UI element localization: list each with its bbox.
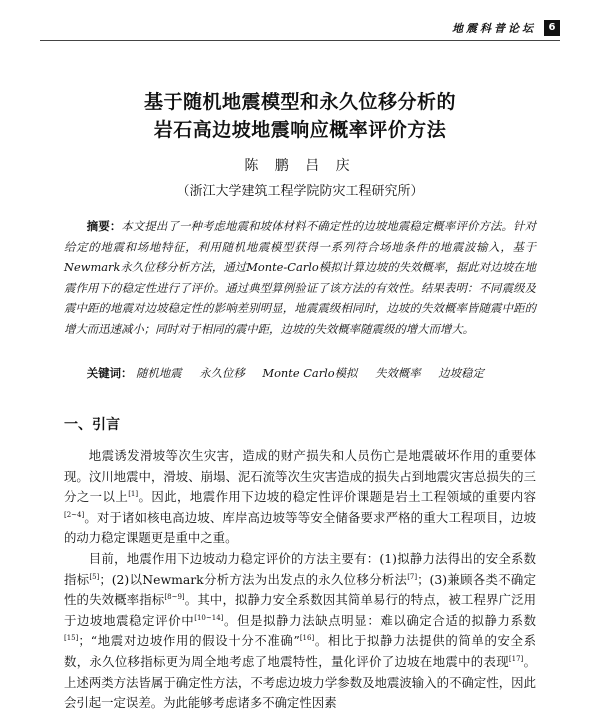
keywords	[64, 363, 536, 383]
text-run: ；(2)以Newmark分析方法为出发点的永久位移分析法	[99, 571, 408, 587]
body-text	[64, 446, 536, 714]
citation: [16]	[299, 634, 315, 643]
text-run: 。其中，拟静力安全系数因其简单易行的特点，被工程界广泛用于边坡地震稳定评价中	[64, 592, 537, 628]
citation: [1]	[128, 490, 139, 499]
running-header	[452, 18, 560, 38]
page-mark: 6	[544, 20, 560, 36]
citation: [5]	[89, 572, 100, 581]
citation: [8~9]	[164, 593, 185, 602]
citation: [17]	[508, 654, 524, 663]
text-run: 。上述两类方法皆属于确定性方法，不考虑边坡力学参数及地震波输入的不确定性，因此会引起一定误差。为此能够考虑诸多不确定性因素	[64, 653, 537, 711]
authors: 陈 鹏 吕 庆	[244, 158, 356, 174]
abstract	[64, 216, 536, 339]
keyword: 永久位移	[199, 366, 245, 380]
citation: [7]	[407, 572, 418, 581]
abstract-text: 本文提出了一种考虑地震和坡体材料不确定性的边坡地震稳定概率评价方法。针对给定的地震和场地特征，利用随机地震模型获得一系列符合场地条件的地震波输入，基于Newmark永久位移分析方法，通过Monte-Carlo模拟计算边坡的失效概率，据此对边坡在地震作用下的稳定性进行了评价。通过典型算例验证了该方法的有效性。结果表明：不同震级及震中距的地震对边坡稳定性的影响差别明显，地震震级相同时，边坡的失效概率皆随震中距的增大而迅速减小；同时对于相同的震中距，边坡的失效概率随震级的增大而增大。	[64, 219, 536, 336]
section-heading: 一、引言	[64, 417, 120, 433]
keyword: 边坡稳定	[438, 366, 484, 380]
journal-name: 地震科普论坛	[452, 22, 536, 35]
keywords-label: 关键词：	[86, 366, 133, 380]
affiliation: （浙江大学建筑工程学院防灾工程研究所）	[176, 184, 424, 199]
text-run: 。但是拟静力法缺点明显：难以确定合适的拟静力系数	[223, 612, 537, 628]
text-run: ；(3)兼顾各类不确定性的失效概率指标	[64, 571, 536, 608]
citation: [2~4]	[64, 510, 85, 519]
title-line-1: 基于随机地震模型和永久位移分析的	[143, 91, 456, 113]
abstract-label: 摘要：	[86, 219, 122, 233]
citation: [10~14]	[194, 613, 224, 622]
header-rule	[40, 40, 560, 41]
paper-title	[40, 88, 560, 144]
text-run: ；“地震对边坡作用的假设十分不准确”	[78, 633, 300, 649]
text-run: 目前，地震作用下边坡动力稳定评价的方法主要有：(1)拟静力法得出的安全系数指标	[64, 550, 536, 587]
paragraph-2	[64, 549, 536, 714]
text-run: 地震诱发滑坡等次生灾害，造成的财产损失和人员伤亡是地震破坏作用的重要体现。汶川地震中，滑坡、崩塌、泥石流等次生灾害造成的损失占到地震灾害总损失的三分之一以上	[64, 448, 536, 505]
citation: [15]	[64, 634, 79, 643]
text-run: 。因此，地震作用下边坡的稳定性评价课题是岩土工程领域的重要内容	[138, 489, 537, 505]
text-run: 。相比于拟静力法提供的简单的安全系数，永久位移指标更为周全地考虑了地震特性，量化评价了边坡在地震中的表现	[64, 633, 537, 669]
text-run: 。对于诸如核电高边坡、库岸高边坡等等安全储备要求严格的重大工程项目，边坡的动力稳定课题更是重中之重。	[64, 509, 536, 546]
keyword: 随机地震	[136, 366, 182, 380]
title-line-2: 岩石高边坡地震响应概率评价方法	[153, 119, 447, 141]
keyword: Monte Carlo模拟	[262, 366, 358, 380]
paragraph-1	[64, 446, 536, 549]
keyword: 失效概率	[375, 366, 421, 380]
